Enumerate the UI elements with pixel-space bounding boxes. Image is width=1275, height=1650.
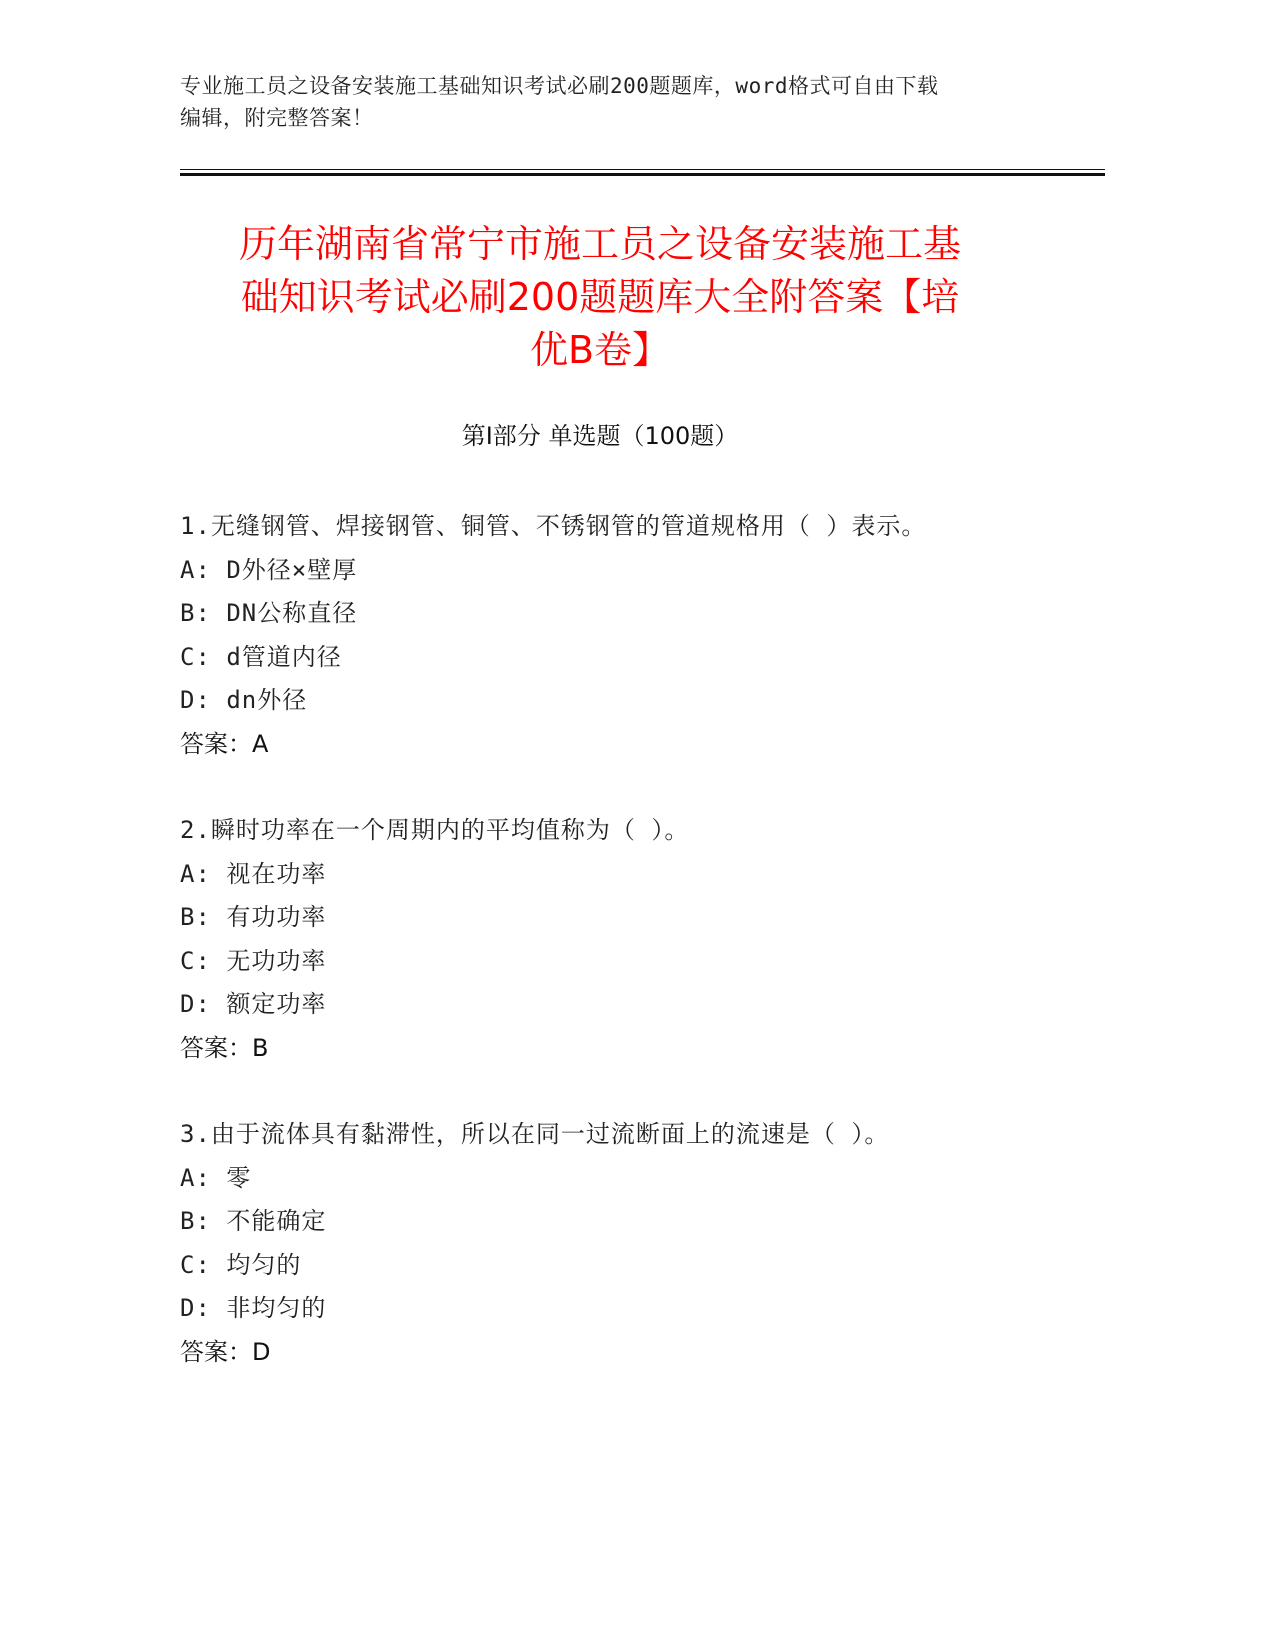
header-note-line-1: 专业施工员之设备安装施工基础知识考试必刷200题题库，word格式可自由下载: [180, 74, 939, 98]
option-c: C: d管道内径: [180, 642, 342, 671]
option-b: B: 有功功率: [180, 903, 327, 931]
option-c: C: 无功功率: [180, 946, 327, 975]
document-title: [160, 218, 1040, 377]
section-heading: 第Ⅰ部分 单选题（100题）: [461, 422, 739, 450]
question-1: [180, 505, 1080, 766]
option-d: D: 额定功率: [180, 990, 327, 1018]
question-stem: 2.瞬时功率在一个周期内的平均值称为（ ）。: [180, 816, 690, 844]
header-divider-thick: [180, 173, 1105, 176]
question-3: [180, 1113, 1080, 1374]
answer-line: 答案：B: [180, 1033, 269, 1062]
question-list: [180, 505, 1080, 1417]
option-b: B: 不能确定: [180, 1207, 327, 1235]
option-a: A: 零: [180, 1163, 252, 1192]
header-note: [180, 70, 1060, 134]
option-a: A: D外径×壁厚: [180, 555, 358, 584]
option-a: A: 视在功率: [180, 859, 327, 888]
question-stem: 1.无缝钢管、焊接钢管、铜管、不锈钢管的管道规格用（ ）表示。: [180, 512, 927, 540]
header-divider-thin: [180, 169, 1105, 170]
question-stem: 3.由于流体具有黏滞性，所以在同一过流断面上的流速是（ ）。: [180, 1120, 890, 1148]
question-2: [180, 809, 1080, 1070]
header-note-line-2: 编辑，附完整答案！: [180, 106, 374, 130]
answer-line: 答案：D: [180, 1337, 271, 1366]
document-title-line-1: 历年湖南省常宁市施工员之设备安装施工基: [238, 222, 961, 266]
option-d: D: 非均匀的: [180, 1294, 327, 1322]
document-title-line-2: 础知识考试必刷200题题库大全附答案【培: [240, 275, 960, 319]
answer-line: 答案：A: [180, 729, 269, 758]
option-b: B: DN公称直径: [180, 599, 358, 627]
document-title-line-3: 优B卷】: [529, 328, 671, 372]
option-c: C: 均匀的: [180, 1250, 302, 1279]
option-d: D: dn外径: [180, 686, 308, 714]
